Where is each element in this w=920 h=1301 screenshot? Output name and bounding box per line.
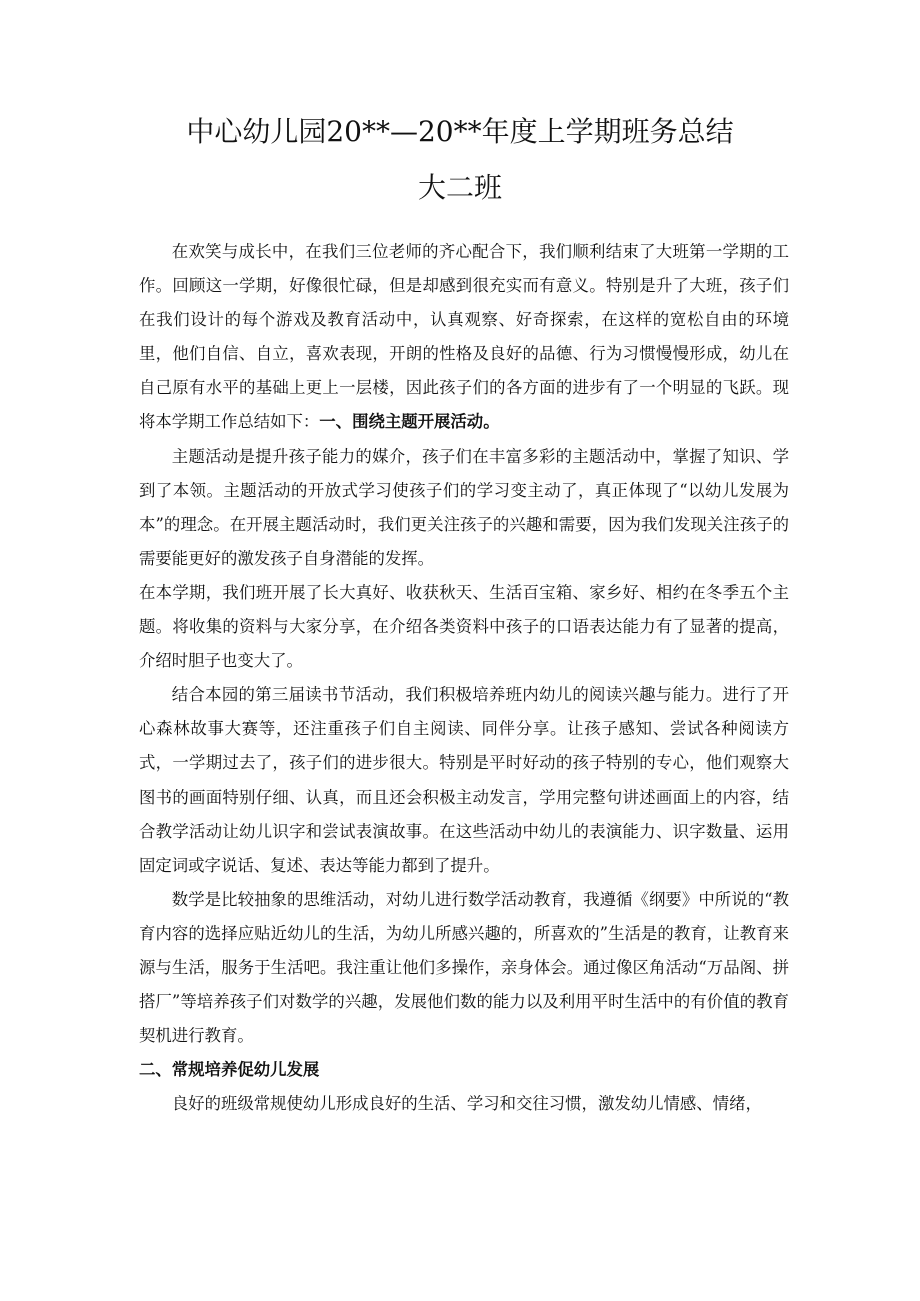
paragraph-intro-text: 在欢笑与成长中，在我们三位老师的齐心配合下，我们顺利结束了大班第一学期的工作。回顾这一学期，好像很忙碌，但是却感到很充实而有意义。特别是升了大班，孩子们在我们设计的每个游戏及教育活动中，认真观察、好奇探索，在这样的宽松自由的环境里，他们自信、自立，喜欢表现，开朗的性格及良好的品德、行为习惯慢慢形成，幼儿在自己原有水平的基础上更上一层楼，因此孩子们的各方面的进步有了一个明显的飞跃。现将本学期工作总结如下： (139, 242, 789, 432)
paragraph-intro (139, 235, 789, 440)
paragraph-reading-festival: 结合本园的第三届读书节活动，我们积极培养班内幼儿的阅读兴趣与能力。进行了开心森林故事大赛等，还注重孩子们自主阅读、同伴分享。让孩子感知、尝试各种阅读方式，一学期过去了，孩子们的进步很大。特别是平时好动的孩子特别的专心，他们观察大图书的画面特别仔细、认真，而且还会积极主动发言，学用完整句讲述画面上的内容，结合教学活动让幼儿识字和尝试表演故事。在这些活动中幼儿的表演能力、识字数量、运用固定词或字说话、复述、表达等能力都到了提升。 (139, 685, 789, 875)
document-title: 中心幼儿园20**—20**年度上学期班务总结 (186, 115, 734, 148)
paragraph-theme-activities: 主题活动是提升孩子能力的媒介，孩子们在丰富多彩的主题活动中，掌握了知识、学到了本领。主题活动的开放式学习使孩子们的学习变主动了，真正体现了“以幼儿发展为本”的理念。在开展主题活动时，我们更关注孩子的兴趣和需要，因为我们发现关注孩子的需要能更好的激发孩子自身潜能的发挥。 (139, 446, 789, 568)
section-heading-2: 二、常规培养促幼儿发展 (139, 1060, 320, 1080)
document-body (139, 235, 789, 1121)
document-subtitle: 大二班 (417, 171, 502, 204)
paragraph-routine-training: 良好的班级常规使幼儿形成良好的生活、学习和交往习惯，激发幼儿情感、情绪， (171, 1094, 762, 1114)
paragraph-semester-themes: 在本学期，我们班开展了长大真好、收获秋天、生活百宝箱、家乡好、相约在冬季五个主题。将收集的资料与大家分享，在介绍各类资料中孩子的口语表达能力有了显著的提高，介绍时胆子也变大了。 (139, 582, 789, 671)
section-heading-1: 一、围绕主题开展活动。 (319, 412, 500, 432)
paragraph-math-education: 数学是比较抽象的思维活动，对幼儿进行数学活动教育，我遵循《纲要》中所说的“教育内容的选择应贴近幼儿的生活，为幼儿所感兴趣的，所喜欢的”生活是的教育，让教育来源与生活，服务于生活吧。我注重让他们多操作，亲身体会。通过像区角活动“万品阁、拼搭厂”等培养孩子们对数学的兴趣，发展他们数的能力以及利用平时生活中的有价值的教育契机进行教育。 (139, 889, 789, 1046)
